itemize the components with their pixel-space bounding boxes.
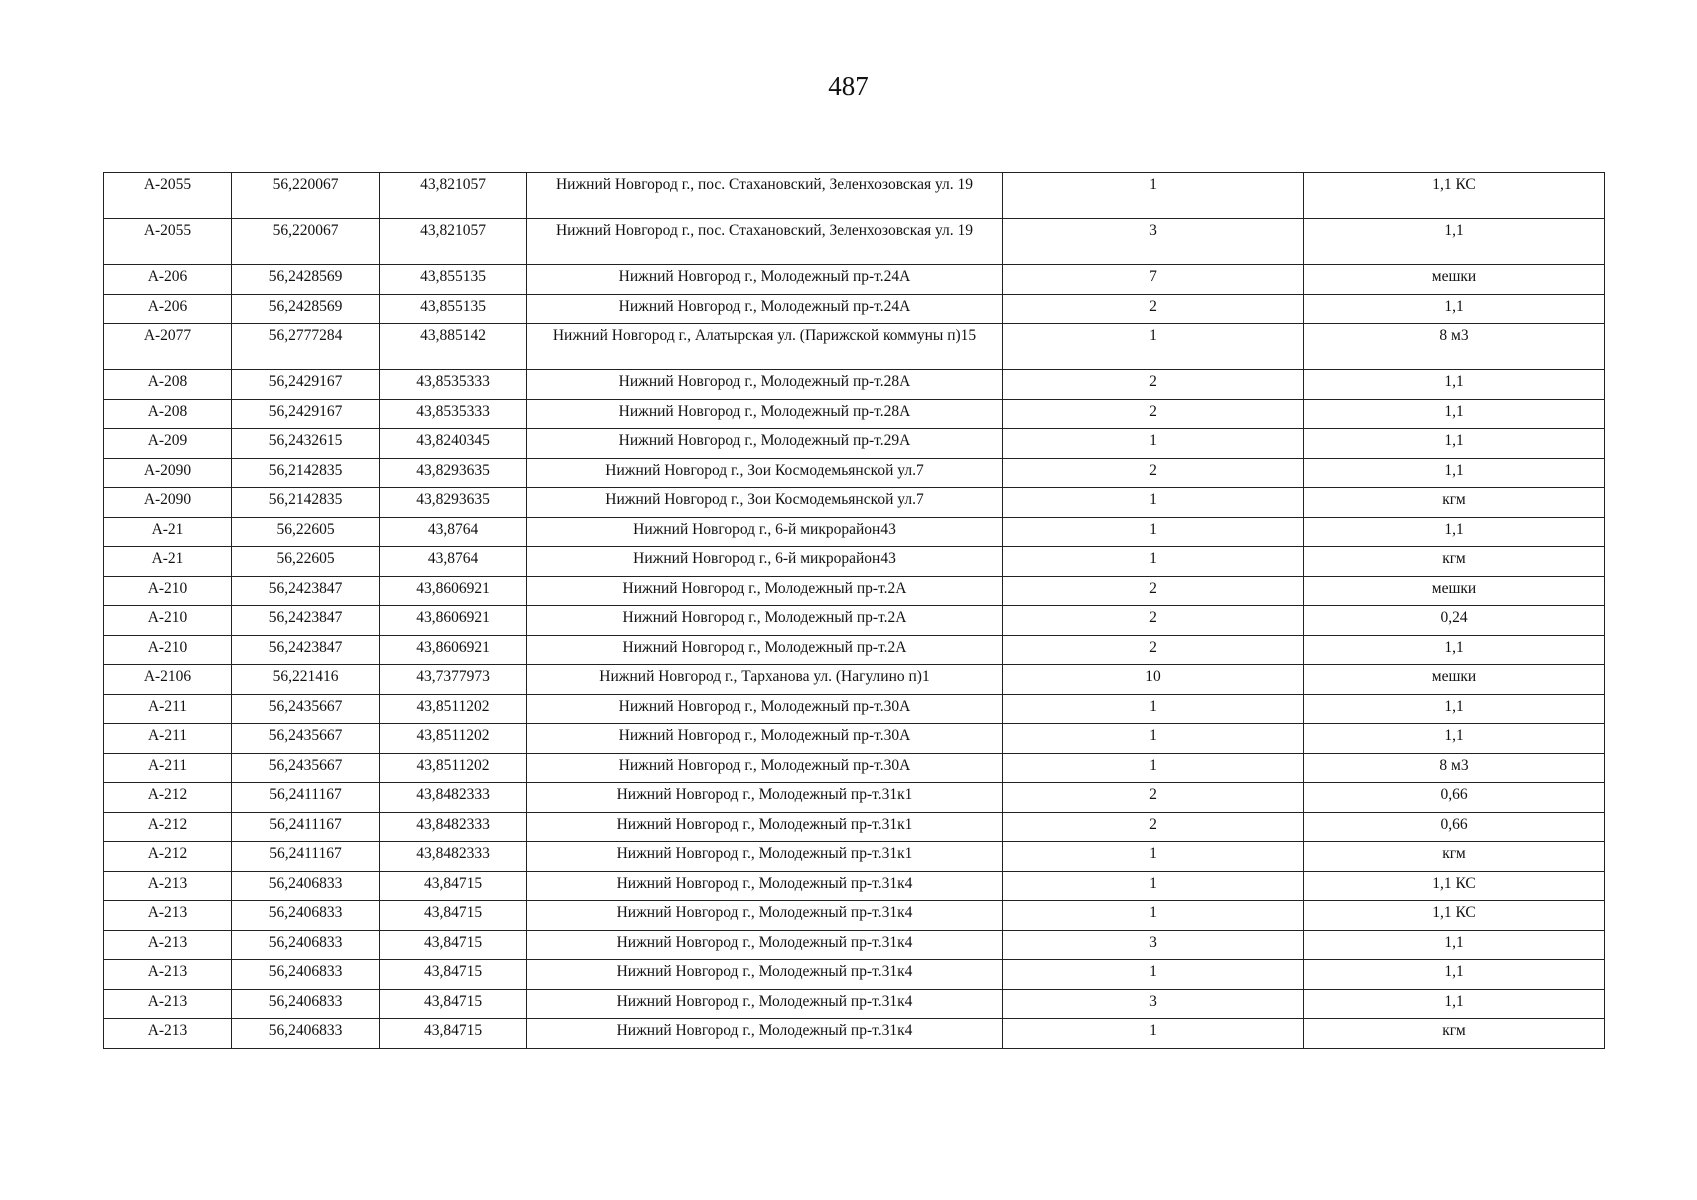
container-type-cell: 8 м3: [1304, 753, 1605, 783]
container-type-cell: мешки: [1304, 265, 1605, 295]
longitude-cell: 43,84715: [380, 1019, 527, 1049]
site-id-cell: А-2055: [104, 173, 232, 219]
table-row: [104, 324, 1605, 370]
container-type-cell: 1,1 КС: [1304, 871, 1605, 901]
container-type-cell: 1,1: [1304, 219, 1605, 265]
container-type-cell: 1,1: [1304, 635, 1605, 665]
longitude-cell: 43,84715: [380, 989, 527, 1019]
quantity-cell: 1: [1003, 547, 1304, 577]
longitude-cell: 43,8482333: [380, 783, 527, 813]
quantity-cell: 1: [1003, 1019, 1304, 1049]
longitude-cell: 43,8293635: [380, 488, 527, 518]
longitude-cell: 43,84715: [380, 871, 527, 901]
container-type-cell: 1,1: [1304, 429, 1605, 459]
container-type-cell: 1,1 КС: [1304, 901, 1605, 931]
container-type-cell: 1,1: [1304, 694, 1605, 724]
longitude-cell: 43,84715: [380, 901, 527, 931]
container-type-cell: 1,1: [1304, 458, 1605, 488]
table-row: [104, 294, 1605, 324]
site-id-cell: А-213: [104, 930, 232, 960]
longitude-cell: 43,8535333: [380, 399, 527, 429]
container-type-cell: 1,1: [1304, 370, 1605, 400]
latitude-cell: 56,2406833: [232, 930, 380, 960]
container-type-cell: кгм: [1304, 842, 1605, 872]
latitude-cell: 56,2406833: [232, 989, 380, 1019]
latitude-cell: 56,2406833: [232, 901, 380, 931]
table-row: [104, 901, 1605, 931]
site-id-cell: А-210: [104, 606, 232, 636]
table-row: [104, 370, 1605, 400]
table-row: [104, 173, 1605, 219]
container-type-cell: 1,1: [1304, 930, 1605, 960]
latitude-cell: 56,2777284: [232, 324, 380, 370]
site-id-cell: А-211: [104, 694, 232, 724]
address-cell: Нижний Новгород г., Молодежный пр-т.31к1: [527, 842, 1003, 872]
address-cell: Нижний Новгород г., Молодежный пр-т.31к1: [527, 812, 1003, 842]
quantity-cell: 2: [1003, 294, 1304, 324]
site-id-cell: А-213: [104, 989, 232, 1019]
longitude-cell: 43,8511202: [380, 753, 527, 783]
site-id-cell: А-2090: [104, 488, 232, 518]
latitude-cell: 56,2428569: [232, 294, 380, 324]
address-cell: Нижний Новгород г., Молодежный пр-т.30А: [527, 694, 1003, 724]
table-row: [104, 989, 1605, 1019]
page-number: 487: [828, 71, 869, 101]
quantity-cell: 2: [1003, 783, 1304, 813]
quantity-cell: 2: [1003, 812, 1304, 842]
quantity-cell: 3: [1003, 989, 1304, 1019]
site-id-cell: А-213: [104, 1019, 232, 1049]
quantity-cell: 10: [1003, 665, 1304, 695]
site-id-cell: А-213: [104, 901, 232, 931]
quantity-cell: 1: [1003, 871, 1304, 901]
latitude-cell: 56,2411167: [232, 842, 380, 872]
quantity-cell: 1: [1003, 842, 1304, 872]
latitude-cell: 56,22605: [232, 547, 380, 577]
table-row: [104, 783, 1605, 813]
container-type-cell: мешки: [1304, 576, 1605, 606]
table-row: [104, 753, 1605, 783]
latitude-cell: 56,2406833: [232, 871, 380, 901]
table-row: [104, 871, 1605, 901]
quantity-cell: 3: [1003, 219, 1304, 265]
latitude-cell: 56,2142835: [232, 458, 380, 488]
table-row: [104, 1019, 1605, 1049]
registry-table: [103, 172, 1605, 1049]
quantity-cell: 1: [1003, 429, 1304, 459]
latitude-cell: 56,220067: [232, 219, 380, 265]
address-cell: Нижний Новгород г., Молодежный пр-т.24А: [527, 265, 1003, 295]
container-type-cell: 0,66: [1304, 812, 1605, 842]
quantity-cell: 1: [1003, 324, 1304, 370]
address-cell: Нижний Новгород г., Молодежный пр-т.30А: [527, 724, 1003, 754]
container-type-cell: 1,1: [1304, 724, 1605, 754]
longitude-cell: 43,8511202: [380, 724, 527, 754]
address-cell: Нижний Новгород г., Зои Космодемьянской ул.7: [527, 458, 1003, 488]
container-type-cell: 0,66: [1304, 783, 1605, 813]
longitude-cell: 43,7377973: [380, 665, 527, 695]
latitude-cell: 56,220067: [232, 173, 380, 219]
address-cell: Нижний Новгород г., Молодежный пр-т.2А: [527, 606, 1003, 636]
longitude-cell: 43,8482333: [380, 842, 527, 872]
site-id-cell: А-210: [104, 576, 232, 606]
longitude-cell: 43,8606921: [380, 635, 527, 665]
site-id-cell: А-213: [104, 960, 232, 990]
latitude-cell: 56,2432615: [232, 429, 380, 459]
table-row: [104, 429, 1605, 459]
container-type-cell: 1,1: [1304, 294, 1605, 324]
longitude-cell: 43,8293635: [380, 458, 527, 488]
longitude-cell: 43,8240345: [380, 429, 527, 459]
quantity-cell: 2: [1003, 635, 1304, 665]
site-id-cell: А-2055: [104, 219, 232, 265]
latitude-cell: 56,22605: [232, 517, 380, 547]
table-row: [104, 458, 1605, 488]
address-cell: Нижний Новгород г., Молодежный пр-т.31к4: [527, 901, 1003, 931]
longitude-cell: 43,885142: [380, 324, 527, 370]
latitude-cell: 56,2423847: [232, 606, 380, 636]
quantity-cell: 2: [1003, 606, 1304, 636]
address-cell: Нижний Новгород г., Молодежный пр-т.31к4: [527, 989, 1003, 1019]
address-cell: Нижний Новгород г., Молодежный пр-т.31к4: [527, 871, 1003, 901]
longitude-cell: 43,8606921: [380, 606, 527, 636]
address-cell: Нижний Новгород г., 6-й микрорайон43: [527, 547, 1003, 577]
site-id-cell: А-21: [104, 547, 232, 577]
table-row: [104, 694, 1605, 724]
latitude-cell: 56,2423847: [232, 576, 380, 606]
address-cell: Нижний Новгород г., Молодежный пр-т.28А: [527, 370, 1003, 400]
container-type-cell: кгм: [1304, 547, 1605, 577]
quantity-cell: 2: [1003, 458, 1304, 488]
quantity-cell: 1: [1003, 724, 1304, 754]
address-cell: Нижний Новгород г., Молодежный пр-т.31к4: [527, 930, 1003, 960]
site-id-cell: А-212: [104, 783, 232, 813]
site-id-cell: А-206: [104, 265, 232, 295]
table-row: [104, 547, 1605, 577]
quantity-cell: 1: [1003, 694, 1304, 724]
table-row: [104, 606, 1605, 636]
table-row: [104, 812, 1605, 842]
address-cell: Нижний Новгород г., Молодежный пр-т.31к1: [527, 783, 1003, 813]
latitude-cell: 56,2435667: [232, 753, 380, 783]
table-row: [104, 960, 1605, 990]
table-row: [104, 576, 1605, 606]
latitude-cell: 56,221416: [232, 665, 380, 695]
site-id-cell: А-212: [104, 812, 232, 842]
container-type-cell: 8 м3: [1304, 324, 1605, 370]
address-cell: Нижний Новгород г., Молодежный пр-т.31к4: [527, 960, 1003, 990]
address-cell: Нижний Новгород г., Молодежный пр-т.28А: [527, 399, 1003, 429]
table-row: [104, 517, 1605, 547]
table-row: [104, 635, 1605, 665]
quantity-cell: 1: [1003, 960, 1304, 990]
longitude-cell: 43,821057: [380, 219, 527, 265]
site-id-cell: А-2077: [104, 324, 232, 370]
site-id-cell: А-210: [104, 635, 232, 665]
address-cell: Нижний Новгород г., Молодежный пр-т.29А: [527, 429, 1003, 459]
latitude-cell: 56,2406833: [232, 960, 380, 990]
table-row: [104, 488, 1605, 518]
table-row: [104, 665, 1605, 695]
address-cell: Нижний Новгород г., Молодежный пр-т.30А: [527, 753, 1003, 783]
address-cell: Нижний Новгород г., Молодежный пр-т.2А: [527, 576, 1003, 606]
table-row: [104, 399, 1605, 429]
address-cell: Нижний Новгород г., пос. Стахановский, Зеленхозовская ул. 19: [527, 173, 1003, 219]
quantity-cell: 1: [1003, 173, 1304, 219]
address-cell: Нижний Новгород г., пос. Стахановский, Зеленхозовская ул. 19: [527, 219, 1003, 265]
latitude-cell: 56,2435667: [232, 724, 380, 754]
site-id-cell: А-208: [104, 399, 232, 429]
table-row: [104, 724, 1605, 754]
quantity-cell: 3: [1003, 930, 1304, 960]
latitude-cell: 56,2142835: [232, 488, 380, 518]
longitude-cell: 43,84715: [380, 930, 527, 960]
longitude-cell: 43,84715: [380, 960, 527, 990]
site-id-cell: А-213: [104, 871, 232, 901]
address-cell: Нижний Новгород г., Молодежный пр-т.24А: [527, 294, 1003, 324]
latitude-cell: 56,2435667: [232, 694, 380, 724]
site-id-cell: А-211: [104, 724, 232, 754]
longitude-cell: 43,8511202: [380, 694, 527, 724]
address-cell: Нижний Новгород г., Алатырская ул. (Парижской коммуны п)15: [527, 324, 1003, 370]
longitude-cell: 43,8535333: [380, 370, 527, 400]
site-id-cell: А-2090: [104, 458, 232, 488]
table-row: [104, 265, 1605, 295]
quantity-cell: 2: [1003, 576, 1304, 606]
longitude-cell: 43,8606921: [380, 576, 527, 606]
longitude-cell: 43,855135: [380, 265, 527, 295]
latitude-cell: 56,2428569: [232, 265, 380, 295]
container-type-cell: 1,1 КС: [1304, 173, 1605, 219]
table-row: [104, 219, 1605, 265]
latitude-cell: 56,2411167: [232, 812, 380, 842]
container-type-cell: 1,1: [1304, 399, 1605, 429]
registry-table-body: [104, 173, 1605, 1049]
longitude-cell: 43,8482333: [380, 812, 527, 842]
quantity-cell: 2: [1003, 370, 1304, 400]
site-id-cell: А-212: [104, 842, 232, 872]
address-cell: Нижний Новгород г., Молодежный пр-т.31к4: [527, 1019, 1003, 1049]
container-type-cell: 1,1: [1304, 960, 1605, 990]
table-row: [104, 930, 1605, 960]
container-type-cell: мешки: [1304, 665, 1605, 695]
address-cell: Нижний Новгород г., 6-й микрорайон43: [527, 517, 1003, 547]
longitude-cell: 43,8764: [380, 547, 527, 577]
latitude-cell: 56,2411167: [232, 783, 380, 813]
container-type-cell: 1,1: [1304, 517, 1605, 547]
table-row: [104, 842, 1605, 872]
site-id-cell: А-2106: [104, 665, 232, 695]
longitude-cell: 43,8764: [380, 517, 527, 547]
quantity-cell: 1: [1003, 517, 1304, 547]
container-type-cell: 0,24: [1304, 606, 1605, 636]
site-id-cell: А-21: [104, 517, 232, 547]
latitude-cell: 56,2429167: [232, 399, 380, 429]
container-type-cell: кгм: [1304, 488, 1605, 518]
site-id-cell: А-211: [104, 753, 232, 783]
container-type-cell: 1,1: [1304, 989, 1605, 1019]
longitude-cell: 43,821057: [380, 173, 527, 219]
latitude-cell: 56,2406833: [232, 1019, 380, 1049]
site-id-cell: А-206: [104, 294, 232, 324]
quantity-cell: 1: [1003, 488, 1304, 518]
site-id-cell: А-209: [104, 429, 232, 459]
quantity-cell: 1: [1003, 753, 1304, 783]
address-cell: Нижний Новгород г., Молодежный пр-т.2А: [527, 635, 1003, 665]
quantity-cell: 7: [1003, 265, 1304, 295]
quantity-cell: 2: [1003, 399, 1304, 429]
quantity-cell: 1: [1003, 901, 1304, 931]
address-cell: Нижний Новгород г., Зои Космодемьянской ул.7: [527, 488, 1003, 518]
address-cell: Нижний Новгород г., Тарханова ул. (Нагулино п)1: [527, 665, 1003, 695]
longitude-cell: 43,855135: [380, 294, 527, 324]
latitude-cell: 56,2423847: [232, 635, 380, 665]
site-id-cell: А-208: [104, 370, 232, 400]
latitude-cell: 56,2429167: [232, 370, 380, 400]
container-type-cell: кгм: [1304, 1019, 1605, 1049]
